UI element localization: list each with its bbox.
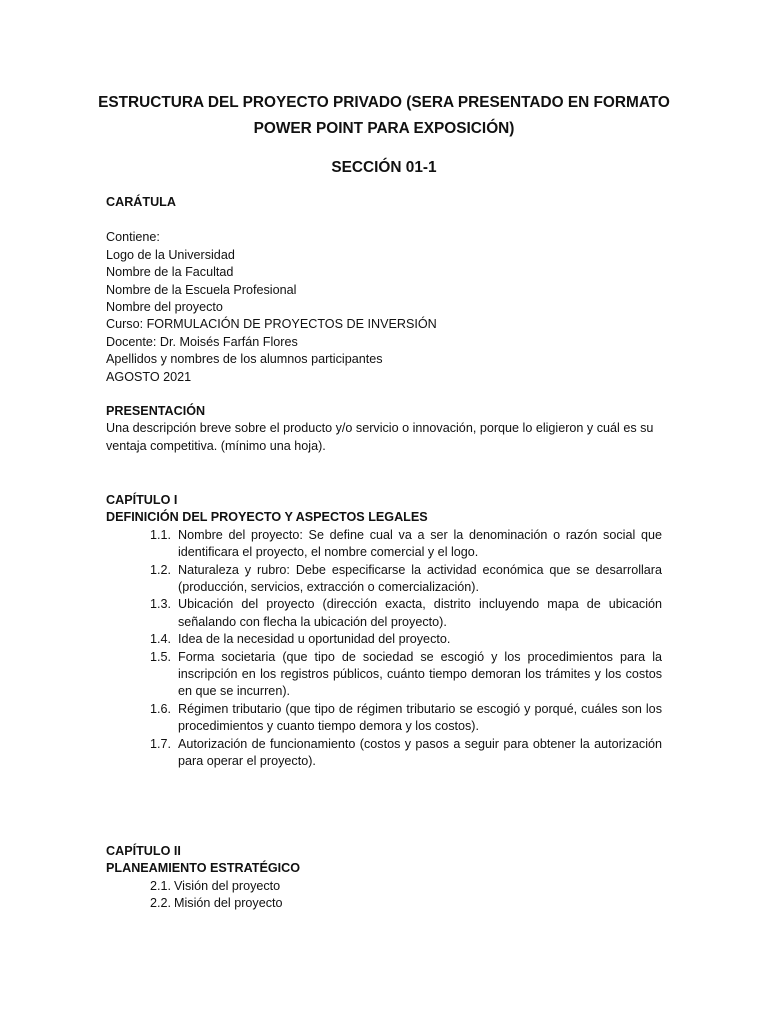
capitulo-1-list	[106, 527, 662, 771]
list-item-text: Naturaleza y rubro: Debe especificarse la actividad económica que se desarrollara (producción, servicios, extracción o comercialización).	[178, 562, 662, 595]
list-item	[106, 878, 662, 895]
list-item	[106, 701, 662, 736]
list-item-number: 1.2.	[150, 562, 172, 577]
list-item-text: Autorización de funcionamiento (costos y pasos a seguir para obtener la autorización para operar el proyecto).	[178, 736, 662, 769]
list-item	[106, 895, 662, 912]
document-title	[60, 90, 708, 142]
list-item-number: 2.2.	[150, 896, 172, 911]
caratula-line: Logo de la Universidad	[106, 247, 235, 262]
list-item-number: 2.1.	[150, 878, 172, 893]
list-item	[106, 596, 662, 631]
list-item-number: 1.5.	[150, 649, 172, 664]
list-item-text: Forma societaria (que tipo de sociedad se escogió y los procedimientos para la inscripción en los registros públicos, cuánto tiempo demoran los trámites y los costos en que se incurren).	[178, 649, 662, 699]
caratula-line: Nombre de la Facultad	[106, 265, 234, 280]
caratula-heading: CARÁTULA	[106, 195, 176, 209]
capitulo-1-heading: CAPÍTULO I	[106, 493, 178, 507]
caratula-line: Curso: FORMULACIÓN DE PROYECTOS DE INVERSIÓN	[106, 317, 437, 332]
list-item	[106, 527, 662, 562]
list-item-number: 1.4.	[150, 632, 172, 647]
capitulo-2-subheading: PLANEAMIENTO ESTRATÉGICO	[106, 861, 301, 876]
caratula-section	[106, 194, 662, 386]
list-item-text: Visión del proyecto	[174, 878, 281, 893]
caratula-line: Nombre de la Escuela Profesional	[106, 282, 297, 297]
caratula-line: Apellidos y nombres de los alumnos participantes	[106, 352, 383, 367]
caratula-line: Contiene:	[106, 230, 160, 245]
capitulo-2-list	[106, 878, 662, 913]
list-item	[106, 736, 662, 771]
list-item-number: 1.6.	[150, 701, 172, 716]
document-title-line-2: POWER POINT PARA EXPOSICIÓN)	[253, 120, 515, 137]
capitulo-1-subheading: DEFINICIÓN DEL PROYECTO Y ASPECTOS LEGALES	[106, 510, 428, 525]
list-item-text: Régimen tributario (que tipo de régimen tributario se escogió y porqué, cuáles son los procedimientos y cuanto tiempo demora y los costos).	[178, 701, 662, 734]
list-item-text: Ubicación del proyecto (dirección exacta, distrito incluyendo mapa de ubicación señalando con flecha la ubicación del proyecto).	[178, 597, 662, 629]
list-item-text: Idea de la necesidad u oportunidad del proyecto.	[178, 632, 451, 647]
capitulo-2-section	[106, 843, 662, 913]
list-item-number: 1.7.	[150, 736, 172, 751]
presentacion-text: Una descripción breve sobre el producto y/o servicio o innovación, porque lo eligieron y cuál es su ventaja competitiva. (mínimo una hoja).	[106, 421, 654, 453]
capitulo-1-section	[106, 492, 662, 771]
list-item-number: 1.3.	[150, 597, 172, 612]
list-item-text: Nombre del proyecto: Se define cual va a ser la denominación o razón social que identificara el proyecto, el nombre comercial y el logo.	[178, 527, 662, 560]
caratula-line: AGOSTO 2021	[106, 369, 192, 384]
caratula-line: Docente: Dr. Moisés Farfán Flores	[106, 334, 298, 349]
presentacion-section	[106, 403, 662, 455]
document-title-line-1: ESTRUCTURA DEL PROYECTO PRIVADO (SERA PRESENTADO EN FORMATO	[98, 94, 670, 111]
list-item-number: 1.1.	[150, 527, 172, 542]
caratula-line: Nombre del proyecto	[106, 300, 223, 315]
presentacion-heading: PRESENTACIÓN	[106, 404, 206, 418]
list-item	[106, 562, 662, 597]
capitulo-2-heading: CAPÍTULO II	[106, 844, 181, 858]
section-title: SECCIÓN 01-1	[331, 159, 437, 176]
list-item	[106, 631, 662, 648]
list-item-text: Misión del proyecto	[174, 896, 283, 911]
list-item	[106, 649, 662, 701]
